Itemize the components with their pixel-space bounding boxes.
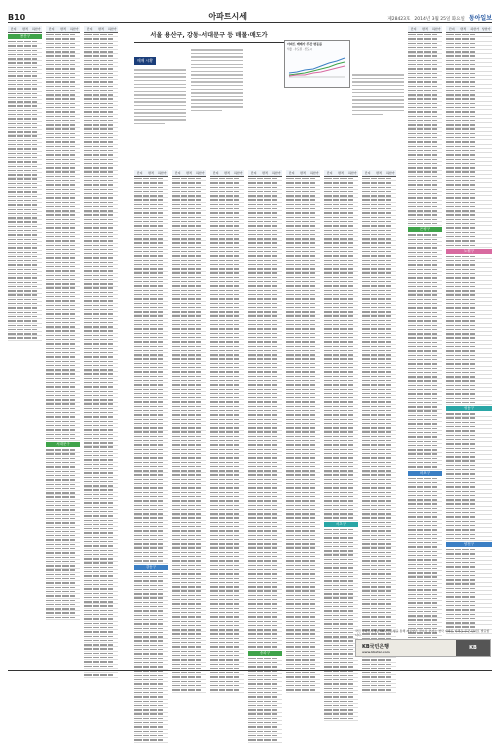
issue-number: 제28423호 [387,17,411,22]
listing-column [210,170,244,647]
text-line [352,92,404,93]
listing-column [248,170,282,655]
ad-copy: 국민 아파트시세는 KB국민은행을 통해 제공받은 것으로 조사는 전국 아파트 가격을 주간 단위로 발표합니다. [355,629,490,637]
listing-row [210,688,244,692]
district-band: 용산구 [8,34,42,39]
listing-rows [210,177,244,693]
listing-rows [446,548,492,634]
text-line [134,87,186,88]
listing-row [134,559,168,563]
page-header [8,8,492,23]
text-line [134,109,186,110]
text-line [191,106,243,107]
listing-rows [134,177,168,564]
graph-line-seoul [289,58,345,73]
bank-url: www.kbstar.com [362,649,390,654]
text-line [191,56,243,57]
column-header: 단지 면적 하한가 [84,26,118,33]
text-line [134,98,186,99]
listing-row [8,336,42,340]
text-line [134,91,186,92]
listing-column [362,170,396,647]
text-line [352,114,383,115]
listing-row [84,673,118,677]
text-line [191,60,243,61]
listing-row [248,738,282,742]
text-line [134,119,186,120]
district-band: 마포구 [408,471,442,476]
column-header: 단지 면적 하한가 [46,26,80,33]
listing-rows [46,448,80,620]
listing-column [134,170,168,647]
listing-row [446,401,492,405]
bank-advertisement[interactable] [355,629,491,669]
text-line [134,76,186,77]
listing-row [362,688,396,692]
text-line [134,73,186,74]
district-band: 노원구 [446,249,492,254]
listing-rows [446,255,492,405]
column-header: 단지 면적 하한가 상한가 [446,26,492,33]
text-line [352,106,404,107]
text-line [191,96,243,97]
text-line [191,110,222,111]
listing-row [446,244,492,248]
text-line [191,74,243,75]
column-header: 단지 면적 하한가 [408,26,442,33]
listing-column [46,26,80,647]
listing-rows [446,412,492,541]
listing-column [8,26,42,647]
text-line [352,85,404,86]
page-number: B10 [8,13,26,22]
column-header: 단지 면적 하한가 [172,170,206,177]
listing-rows [248,177,282,650]
bank-logo: KB [456,640,490,656]
listing-row [134,738,168,742]
text-line [352,96,404,97]
text-line [352,110,404,111]
district-band: 성동구 [446,406,492,411]
listing-column [84,26,118,647]
listing-rows [46,33,80,441]
text-line [134,123,165,124]
listing-row [324,516,358,520]
text-line [191,78,243,79]
column-header: 단지 면적 하한가 [362,170,396,177]
article-kicker: 매매 시황 [134,57,156,65]
text-line [134,112,186,113]
trend-graph [284,40,350,88]
listing-column [172,170,206,647]
text-line [134,105,186,106]
district-band: 서대문구 [46,442,80,447]
district-band: 강동구 [134,565,168,570]
article-headline: 서울 용산구, 강동·서대문구 등 매물·매도가 [134,26,284,43]
column-header: 단지 면적 하한가 [324,170,358,177]
text-line [191,53,243,54]
listing-row [446,537,492,541]
listing-row [408,222,442,226]
text-line [352,99,404,100]
text-line [134,69,186,70]
listing-rows [8,40,42,341]
district-band: 서초구 [324,522,358,527]
listing-column [286,170,320,647]
text-line [191,64,243,65]
listing-rows [446,33,492,248]
listing-rows [324,528,358,721]
text-line [134,80,186,81]
text-line [352,103,404,104]
text-line [134,101,186,102]
text-line [191,49,243,50]
column-header: 단지 면적 하한가 [134,170,168,177]
text-line [191,81,243,82]
listing-column [446,26,492,625]
listing-rows [172,177,206,693]
district-band: 은평구 [408,227,442,232]
text-line [134,94,186,95]
column-header: 단지 면적 하한가 [248,170,282,177]
listing-row [172,688,206,692]
text-line [352,81,404,82]
text-line [191,89,243,90]
section-title: 아파트시세 [208,12,247,21]
listing-rows [362,177,396,693]
listing-row [286,688,320,692]
listing-row [46,437,80,441]
listing-rows [134,571,168,743]
listing-row [324,717,358,721]
article-column [352,72,404,117]
bank-name: KB국민은행 www.kbstar.com [356,643,456,654]
article-column [191,47,243,126]
district-band: 송파구 [248,651,282,656]
listing-rows [286,177,320,693]
text-line [352,89,404,90]
text-line [134,116,186,117]
newspaper-name: 동아일보 [468,15,492,22]
text-line [191,92,243,93]
text-line [191,99,243,100]
listing-row [248,645,282,649]
ad-banner[interactable] [355,639,491,657]
listing-rows [84,33,118,678]
page-bottom-rule [8,670,492,671]
listing-column [324,170,358,647]
text-line [134,84,186,85]
listing-row [46,616,80,620]
graph-title: 아파트 매매가 주간 변동률 [287,42,323,46]
column-header: 단지 면적 하한가 [8,26,42,33]
text-line [352,78,404,79]
text-line [191,85,243,86]
text-line [191,71,243,72]
graph-legend: 서울 · 수도권 · 신도시 [287,48,313,51]
issue-date: 2014년 3월 25일 화요일 [414,17,465,22]
text-line [352,74,404,75]
article-column [134,47,186,126]
listing-rows [408,33,442,226]
market-article [134,26,404,166]
district-band: 양천구 [446,542,492,547]
column-header: 단지 면적 하한가 [286,170,320,177]
graph-plot [285,51,349,81]
listing-rows [408,477,442,649]
listing-rows [408,233,442,469]
listing-rows [324,177,358,521]
text-line [191,67,243,68]
listing-row [408,465,442,469]
listing-column [408,26,442,647]
column-header: 단지 면적 하한가 [210,170,244,177]
text-line [191,103,243,104]
